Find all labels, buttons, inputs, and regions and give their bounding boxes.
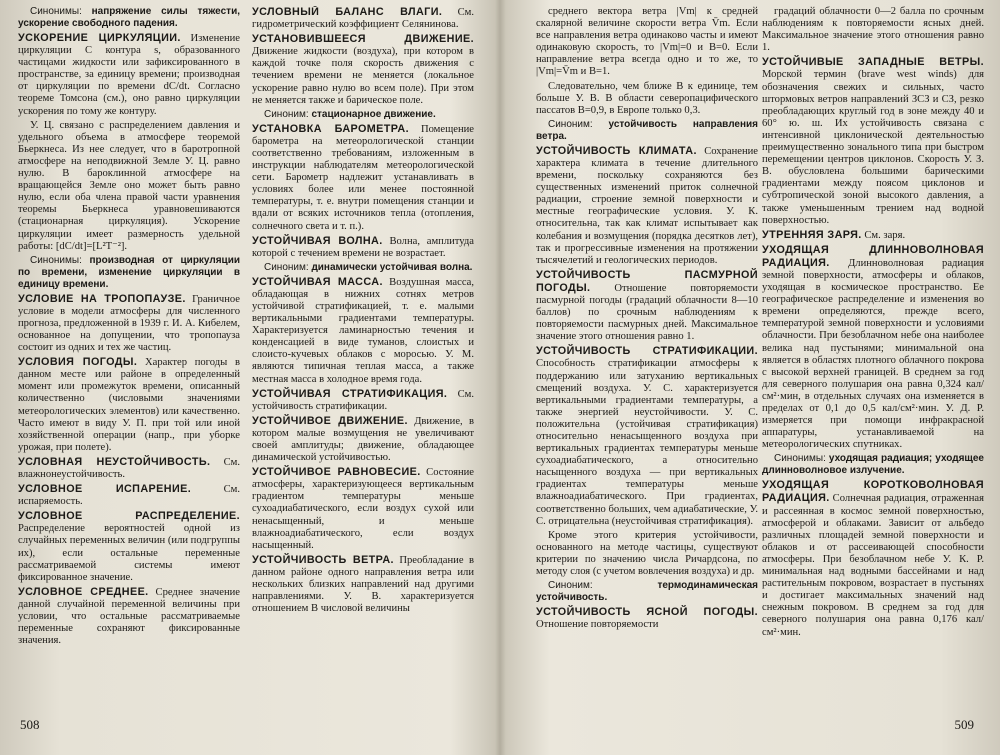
dictionary-entry xyxy=(762,56,984,226)
entry-heading: УСЛОВИЕ НА ТРОПОПАУЗЕ. xyxy=(18,292,186,305)
dictionary-entry xyxy=(18,356,240,454)
synonym-line xyxy=(252,109,474,121)
entry-heading: УСТОЙЧИВЫЕ ЗАПАДНЫЕ ВЕТРЫ. xyxy=(762,56,984,69)
synonym-label: Синоним: xyxy=(264,108,309,120)
entry-heading: УСЛОВНОЕ ИСПАРЕНИЕ. xyxy=(18,483,192,496)
paragraph: градаций облачности 0—2 балла по срочным наблюдениям к повторяемости ясных дней. Максимальное значение этого отношения равно 1. xyxy=(762,6,984,54)
dictionary-entry xyxy=(18,293,240,354)
synonym-value: уходящая радиация; уходящее длинноволновое излучение. xyxy=(762,453,984,477)
dictionary-entry xyxy=(252,6,474,31)
dictionary-entry xyxy=(18,456,240,481)
entry-body: См. гидрометрический коэффициент Селянинова. xyxy=(252,7,474,31)
synonym-label: Синонимы: xyxy=(30,6,82,17)
paragraph: Кроме этого критерия устойчивости, основанного на методе частицы, существуют критерии по значению числа Ричардсона, по методу слоя (с учетом вовлечения воздуха) и др. xyxy=(536,529,758,578)
right-page xyxy=(500,0,1000,755)
entry-heading: УСТОЙЧИВОСТЬ СТРАТИФИКАЦИИ. xyxy=(536,345,758,358)
entry-heading: УСЛОВНАЯ НЕУСТОЙЧИВОСТЬ. xyxy=(18,455,211,468)
synonym-line xyxy=(18,6,240,30)
paragraph: У. Ц. связано с распределением давления и удельного объема в атмосфере теоремой Бьеркнеса. Из нее следует, что в баротропной атмосфере на неподвижной Земле У. Ц. равно нулю. В бароклинной атмосфере на вращающейся Земле оно может быть равно нулю, если оба члена правой части уравнения теоремы Бьеркнеса уравновешиваются (стационарная циркуляция). Ускорение циркуляции имеет размерность удельной работы: [dC/dt]=[L²T⁻²]. xyxy=(18,119,240,252)
entry-body: Длинноволновая радиация земной поверхности, атмосферы и облаков, уходящая в космическое пространство. Ее географическое распределение и изменения во времени определяются, прежде всего, температурой земной поверхности и условиями облачности. При безоблачном небе она наиболее велика над пустынями; минимальной она является в областях плотного облачного покрова с высокой верхней границей. В среднем за год для северного полушария она равна 0,324 кал/см²·мин, в отдельных случаях она изменяется в пределах от 0,1 до 0,5 кал/см²·мин. У. Д. Р. измеряется при помощи инфракрасной аппаратуры, устанавливаемой на метеорологических спутниках. xyxy=(762,257,984,451)
entry-body: Волна, амплитуда которой с течением времени не возрастает. xyxy=(252,235,474,259)
synonym-value: устойчивость направления ветра. xyxy=(536,118,758,142)
entry-heading: УСЛОВИЯ ПОГОДЫ. xyxy=(18,356,138,369)
entry-heading: УСЛОВНЫЙ БАЛАНС ВЛАГИ. xyxy=(252,6,443,18)
entry-body: См. устойчивость стратификации. xyxy=(252,388,474,412)
entry-body: Солнечная радиация, отраженная и рассеянная в космос земной поверхностью, атмосферой и облаками. Зависит от альбедо различных площадей земной поверхности и облаков и от рассеивающей способности атмосферы. При безоблачном небе У. К. Р. минимальная над водными бассейнами и над растительным покровом, возрастает в пустынях и достигает максимальных значений над снежным покровом. В среднем за год для северного полушария она равна 0,176 кал/см²·мин. xyxy=(762,493,984,638)
entry-body: См. влажнонеустойчивость. xyxy=(18,456,240,480)
right-column-2 xyxy=(762,6,984,707)
entry-body: Состояние атмосферы, характеризующееся вертикальным градиентом температуры меньше сухоадиабатического, если воздух сухой или ненасыщенный, и меньше влажноадиабатического, если воздух насыщенный. xyxy=(252,467,474,551)
dictionary-entry xyxy=(252,388,474,413)
entry-body: Преобладание в данном районе одного направления ветра или нескольких близких направлений над другими направлениями. У. В. характеризуется отношением В числовой величины xyxy=(252,554,474,615)
entry-heading: УТРЕННЯЯ ЗАРЯ. xyxy=(762,228,862,241)
dictionary-entry xyxy=(252,235,474,260)
synonym-value: производная от циркуляции по времени, изменение циркуляции в единицу времени. xyxy=(18,254,240,290)
synonym-line xyxy=(762,453,984,477)
entry-heading: УСТОЙЧИВАЯ ВОЛНА. xyxy=(252,234,383,247)
entry-heading: УХОДЯЩАЯ КОРОТКОВОЛНОВАЯ РАДИАЦИЯ. xyxy=(762,479,984,505)
synonym-line xyxy=(252,262,474,274)
synonym-label: Синонимы: xyxy=(774,453,826,465)
entry-heading: УСКОРЕНИЕ ЦИРКУЛЯЦИИ. xyxy=(18,32,181,44)
synonym-line xyxy=(18,255,240,291)
paragraph: Следовательно, чем ближе В к единице, тем больше У. В. В области северопацифического пассатов B=0,9, в Европе только 0,3. xyxy=(536,80,758,116)
dictionary-entry xyxy=(18,586,240,647)
synonym-line xyxy=(536,119,758,143)
dictionary-entry xyxy=(762,229,984,242)
right-column-1 xyxy=(536,6,758,707)
synonym-value: термодинамическая устойчивость. xyxy=(536,580,758,604)
synonym-label: Синоним: xyxy=(548,118,593,130)
entry-body: Отношение повторяемости xyxy=(536,619,659,631)
synonym-value: динамически устойчивая волна. xyxy=(311,261,473,273)
entry-heading: УСТОЙЧИВОЕ ДВИЖЕНИЕ. xyxy=(252,414,408,427)
dictionary-entry xyxy=(252,415,474,464)
entry-body: Распределение вероятностей одной из случайных переменных величин (или подгруппы их), если остальные переменные рассматриваемой системы имеют фиксированное значение. xyxy=(18,523,240,583)
dictionary-entry xyxy=(18,483,240,508)
entry-heading: УХОДЯЩАЯ ДЛИННОВОЛНОВАЯ РАДИАЦИЯ. xyxy=(762,243,984,269)
entry-heading: УСТАНОВКА БАРОМЕТРА. xyxy=(252,122,410,135)
page-number-right: 509 xyxy=(954,717,974,732)
dictionary-entry xyxy=(252,276,474,386)
dictionary-entry xyxy=(18,510,240,584)
entry-body: См. испаряемость. xyxy=(18,484,240,508)
entry-body: Граничное условие в модели атмосферы для численного прогноза, предложенной в 1939 г. И. А. Кибелем, основанное на допущении, что тропопауза состоит из одних и тех же частиц. xyxy=(18,293,240,354)
entry-body: Способность стратификации атмосферы к поддержанию или затуханию вертикальных смещений воздуха. У. С. характеризуется вертикальными градиентами температуры, а также энергией неустойчивости. У. С. положительна (устойчивая стратификация) относительно ненасыщенного воздуха при вертикальных градиентах температуры меньше сухоадиабатического, а относительно насыщенного воздуха — при вертикальных градиентах температуры меньше влажноадиабатического. При градиентах, соответственно больших, чем адиабатические, У. С. отрицательна (неустойчивая стратификация). xyxy=(536,358,758,527)
entry-body: См. заря. xyxy=(864,229,906,241)
dictionary-entry xyxy=(536,269,758,344)
dictionary-entry xyxy=(536,606,758,631)
left-column-2 xyxy=(252,6,474,707)
entry-heading: УСТОЙЧИВОЕ РАВНОВЕСИЕ. xyxy=(252,466,421,479)
dictionary-entry xyxy=(252,123,474,233)
entry-body: Изменение циркуляции С контура s, образованного частицами жидкости или зафиксированного в пространстве, за единицу времени; производная от циркуляции по времени dC/dt. Согласно теореме Томсона (см.), оно равно циркуляции ускорения по тому же контуру. xyxy=(18,33,240,117)
dictionary-entry xyxy=(252,466,474,552)
page-number-left: 508 xyxy=(20,717,40,732)
dictionary-entry xyxy=(762,244,984,452)
dictionary-entry xyxy=(252,554,474,615)
entry-body: Движение, в котором малые возмущения не увеличивают своей амплитуды; движение, обладающее динамической устойчивостью. xyxy=(252,415,474,464)
entry-heading: УСТОЙЧИВОСТЬ ЯСНОЙ ПОГОДЫ. xyxy=(536,606,758,619)
entry-body: Движение жидкости (воздуха), при котором в каждой точке поля скорость движения с течением времени не меняется (локальное ускорение равно нулю во всем поле). При этом не меняется также и барическое поле. xyxy=(252,46,474,106)
synonym-line xyxy=(536,580,758,604)
entry-body: Морской термин (brave west winds) для обозначения свежих и сильных, часто штормовых ветров направлений ЗСЗ и СЗ, резко преобладающих круглый год в зоне между 40 и 60° ю. ш. Их устойчивость связана с интенсивной циклонической деятельностью преимущественно зонального типа при быстром перемещении центров циклонов. Скорость У. З. В. обусловлена большими барическими градиентами между поясом циклонов и субтропической зоной высокого давления, а также уменьшенным трением над водной поверхностью. xyxy=(762,69,984,226)
entry-body: Характер погоды в данном месте или районе в определенный момент или промежуток времени, описанный количественно (числовыми значениями метеорологических элементов) или качественно. Часто имеют в виду У. П. при той или иной хозяйственной операции (напр., при уборке урожая, при полете). xyxy=(18,357,240,453)
entry-heading: УСЛОВНОЕ РАСПРЕДЕЛЕНИЕ. xyxy=(18,510,240,523)
entry-heading: УСЛОВНОЕ СРЕДНЕЕ. xyxy=(18,585,149,598)
entry-heading: УСТОЙЧИВОСТЬ КЛИМАТА. xyxy=(536,144,697,157)
synonym-label: Синоним: xyxy=(548,580,593,592)
synonym-label: Синонимы: xyxy=(30,254,82,266)
entry-heading: УСТАНОВИВШЕЕСЯ ДВИЖЕНИЕ. xyxy=(252,33,474,46)
synonym-label: Синоним: xyxy=(264,261,309,273)
dictionary-entry xyxy=(536,145,758,267)
synonym-value: напряжение силы тяжести, ускорение свободного падения. xyxy=(18,6,240,29)
entry-body: Среднее значение данной случайной переменной величины при условии, что остальные рассматриваемые переменные сохраняют фиксированные значения. xyxy=(18,586,240,647)
synonym-value: стационарное движение. xyxy=(311,108,436,120)
paragraph: среднего вектора ветра |Vm| к средней скалярной величине скорости ветра V̄m. Если все направления ветра одинаково часты и имеют одинаковую скорость, то |Vm|=0 и B=0. Если направление ветра всегда одно и то же, то |Vm|=V̄m и B=1. xyxy=(536,6,758,78)
entry-heading: УСТОЙЧИВАЯ СТРАТИФИКАЦИЯ. xyxy=(252,387,448,400)
entry-heading: УСТОЙЧИВОСТЬ ПАСМУРНОЙ ПОГОДЫ. xyxy=(536,268,758,294)
entry-body: Воздушная масса, обладающая в нижних сотнях метров устойчивой стратификацией, т. е. малыми вертикальными градиентами температуры. Характеризуется ламинарностью течения и конденсацией в виде туманов, слоистых и слоисто-кучевых облаков с моросью. У. М. являются типичная теплая масса, а также местная масса в холодное время года. xyxy=(252,276,474,385)
dictionary-entry xyxy=(762,479,984,638)
dictionary-entry xyxy=(18,32,240,118)
entry-heading: УСТОЙЧИВАЯ МАССА. xyxy=(252,275,383,288)
entry-body: Отношение повторяемости пасмурной погоды (градаций облачности 8—10 баллов) по срочным наблюдениям к повторяемости пасмурных дней. Максимальное значение этого отношения равно 1. xyxy=(536,282,758,343)
entry-heading: УСТОЙЧИВОСТЬ ВЕТРА. xyxy=(252,553,394,566)
left-column-1 xyxy=(18,6,240,707)
dictionary-entry xyxy=(536,345,758,527)
entry-body: Помещение барометра на метеорологической станции соответственно требованиям, изложенным в инструкции наблюдателям метеорологической сети. Барометр надлежит устанавливать в условиях более или менее постоянной температуры, т. е. внутри помещения станции и вдали от всяких источников тепла (отопления, солнечного света и т. п.). xyxy=(252,123,474,232)
entry-body: Сохранение характера климата в течение длительного времени, поскольку сохраняются без существенных изменений приток солнечной радиации, строение земной поверхности и местные географические условия. У. К. относительна, так как климат испытывает как колебания и возмущения (порядка десятков лет), так и прогрессивные изменения на протяжении тысячелетий и геологических периодов. xyxy=(536,145,758,266)
dictionary-entry xyxy=(252,33,474,107)
